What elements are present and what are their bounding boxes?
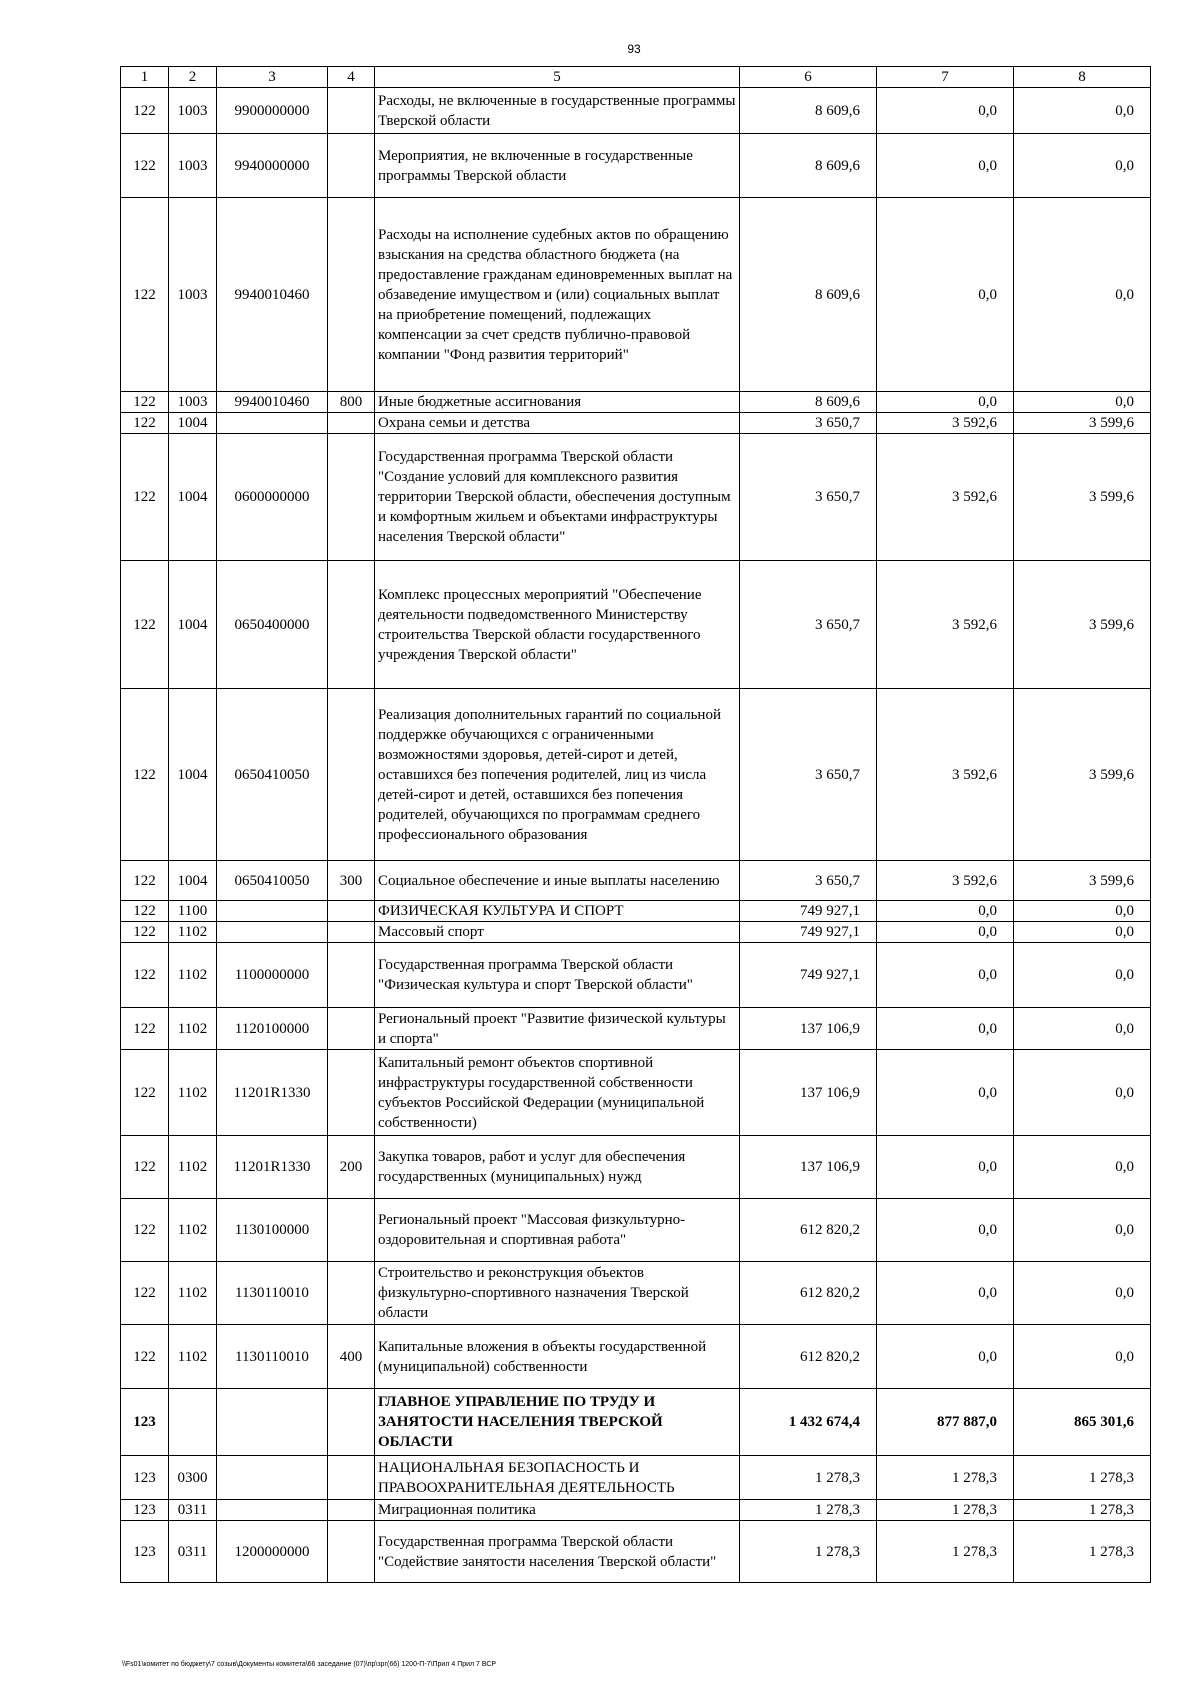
cell-ministry-code: 122	[121, 901, 169, 922]
cell-amount-col6: 8 609,6	[740, 134, 877, 198]
cell-description: Государственная программа Тверской области "Содействие занятости населения Тверской области"	[375, 1521, 740, 1583]
cell-amount-col6: 137 106,9	[740, 1136, 877, 1199]
table-row	[121, 1262, 1151, 1325]
cell-ministry-code: 122	[121, 1008, 169, 1050]
cell-amount-col6: 3 650,7	[740, 561, 877, 689]
cell-expense-type	[328, 198, 375, 392]
cell-ministry-code: 122	[121, 1199, 169, 1262]
budget-table	[120, 66, 1151, 1583]
cell-target-code: 11201R1330	[217, 1136, 328, 1199]
cell-ministry-code: 123	[121, 1456, 169, 1500]
cell-section-code: 1003	[169, 392, 217, 413]
cell-expense-type	[328, 1008, 375, 1050]
cell-section-code: 0300	[169, 1456, 217, 1500]
table-row	[121, 1199, 1151, 1262]
cell-ministry-code: 122	[121, 1325, 169, 1389]
cell-expense-type	[328, 134, 375, 198]
cell-expense-type	[328, 1262, 375, 1325]
cell-expense-type: 300	[328, 861, 375, 901]
cell-expense-type	[328, 434, 375, 561]
cell-ministry-code: 122	[121, 434, 169, 561]
cell-amount-col6: 137 106,9	[740, 1050, 877, 1136]
cell-description: ФИЗИЧЕСКАЯ КУЛЬТУРА И СПОРТ	[375, 901, 740, 922]
cell-amount-col8: 865 301,6	[1014, 1389, 1151, 1456]
cell-section-code: 1003	[169, 134, 217, 198]
cell-target-code: 9940010460	[217, 392, 328, 413]
cell-amount-col7: 877 887,0	[877, 1389, 1014, 1456]
table-row	[121, 1325, 1151, 1389]
cell-amount-col6: 1 278,3	[740, 1521, 877, 1583]
cell-target-code	[217, 901, 328, 922]
cell-description: Миграционная политика	[375, 1500, 740, 1521]
cell-expense-type	[328, 943, 375, 1008]
cell-description: Государственная программа Тверской области "Физическая культура и спорт Тверской области"	[375, 943, 740, 1008]
table-row	[121, 392, 1151, 413]
cell-section-code: 1003	[169, 88, 217, 134]
table-row	[121, 434, 1151, 561]
cell-amount-col8: 0,0	[1014, 1325, 1151, 1389]
cell-section-code: 1102	[169, 1136, 217, 1199]
cell-section-code: 1102	[169, 1050, 217, 1136]
cell-amount-col7: 0,0	[877, 1136, 1014, 1199]
cell-amount-col7: 3 592,6	[877, 413, 1014, 434]
cell-amount-col8: 0,0	[1014, 88, 1151, 134]
cell-amount-col8: 3 599,6	[1014, 861, 1151, 901]
cell-ministry-code: 123	[121, 1521, 169, 1583]
cell-amount-col7: 0,0	[877, 1199, 1014, 1262]
cell-ministry-code: 122	[121, 134, 169, 198]
cell-description: Региональный проект "Массовая физкультурно-оздоровительная и спортивная работа"	[375, 1199, 740, 1262]
cell-amount-col8: 0,0	[1014, 1262, 1151, 1325]
cell-target-code	[217, 922, 328, 943]
cell-amount-col7: 0,0	[877, 1008, 1014, 1050]
cell-description: НАЦИОНАЛЬНАЯ БЕЗОПАСНОСТЬ И ПРАВООХРАНИТЕЛЬНАЯ ДЕЯТЕЛЬНОСТЬ	[375, 1456, 740, 1500]
cell-description: Капитальные вложения в объекты государственной (муниципальной) собственности	[375, 1325, 740, 1389]
cell-ministry-code: 122	[121, 1136, 169, 1199]
cell-amount-col8: 0,0	[1014, 943, 1151, 1008]
cell-description: Расходы, не включенные в государственные программы Тверской области	[375, 88, 740, 134]
cell-description: ГЛАВНОЕ УПРАВЛЕНИЕ ПО ТРУДУ И ЗАНЯТОСТИ НАСЕЛЕНИЯ ТВЕРСКОЙ ОБЛАСТИ	[375, 1389, 740, 1456]
table-body	[121, 88, 1151, 1583]
cell-ministry-code: 122	[121, 198, 169, 392]
cell-section-code: 1102	[169, 922, 217, 943]
cell-expense-type	[328, 901, 375, 922]
cell-target-code	[217, 413, 328, 434]
column-header-2: 2	[169, 67, 217, 88]
cell-ministry-code: 123	[121, 1389, 169, 1456]
cell-expense-type	[328, 922, 375, 943]
column-header-4: 4	[328, 67, 375, 88]
cell-amount-col7: 0,0	[877, 134, 1014, 198]
cell-amount-col8: 1 278,3	[1014, 1456, 1151, 1500]
cell-amount-col6: 3 650,7	[740, 434, 877, 561]
cell-description: Строительство и реконструкция объектов физкультурно-спортивного назначения Тверской области	[375, 1262, 740, 1325]
table-row	[121, 943, 1151, 1008]
cell-amount-col7: 0,0	[877, 88, 1014, 134]
cell-amount-col7: 3 592,6	[877, 434, 1014, 561]
cell-ministry-code: 122	[121, 392, 169, 413]
cell-amount-col8: 1 278,3	[1014, 1500, 1151, 1521]
cell-amount-col8: 0,0	[1014, 1008, 1151, 1050]
cell-target-code: 11201R1330	[217, 1050, 328, 1136]
cell-amount-col6: 612 820,2	[740, 1262, 877, 1325]
cell-amount-col6: 3 650,7	[740, 413, 877, 434]
cell-target-code: 9940000000	[217, 134, 328, 198]
cell-description: Комплекс процессных мероприятий "Обеспечение деятельности подведомственного Министерству строительства Тверской области государственного учреждения Тверской области"	[375, 561, 740, 689]
column-header-8: 8	[1014, 67, 1151, 88]
cell-amount-col7: 0,0	[877, 901, 1014, 922]
page-number: 93	[627, 42, 641, 56]
cell-target-code: 0650400000	[217, 561, 328, 689]
cell-amount-col7: 0,0	[877, 198, 1014, 392]
cell-amount-col8: 3 599,6	[1014, 434, 1151, 561]
cell-expense-type	[328, 1389, 375, 1456]
cell-ministry-code: 122	[121, 1050, 169, 1136]
cell-expense-type	[328, 561, 375, 689]
cell-description: Массовый спорт	[375, 922, 740, 943]
table-row	[121, 1389, 1151, 1456]
cell-ministry-code: 122	[121, 922, 169, 943]
cell-amount-col6: 3 650,7	[740, 861, 877, 901]
cell-target-code	[217, 1456, 328, 1500]
cell-expense-type	[328, 413, 375, 434]
cell-amount-col8: 0,0	[1014, 134, 1151, 198]
cell-section-code: 1102	[169, 1262, 217, 1325]
cell-amount-col8: 1 278,3	[1014, 1521, 1151, 1583]
cell-amount-col6: 8 609,6	[740, 198, 877, 392]
cell-amount-col7: 0,0	[877, 1325, 1014, 1389]
cell-section-code: 1102	[169, 1008, 217, 1050]
cell-amount-col7: 1 278,3	[877, 1521, 1014, 1583]
cell-description: Реализация дополнительных гарантий по социальной поддержке обучающихся с ограниченными возможностями здоровья, детей-сирот и детей, оставшихся без попечения родителей, лиц из числа детей-сирот и детей, оставшихся без попечения родителей, обучающихся по программам среднего профессионального образования	[375, 689, 740, 861]
cell-target-code: 1120100000	[217, 1008, 328, 1050]
cell-description: Региональный проект "Развитие физической культуры и спорта"	[375, 1008, 740, 1050]
cell-amount-col8: 0,0	[1014, 901, 1151, 922]
cell-expense-type	[328, 1500, 375, 1521]
cell-expense-type	[328, 689, 375, 861]
cell-amount-col8: 0,0	[1014, 1136, 1151, 1199]
cell-amount-col6: 749 927,1	[740, 901, 877, 922]
cell-amount-col8: 0,0	[1014, 1199, 1151, 1262]
cell-section-code: 1100	[169, 901, 217, 922]
table-row	[121, 134, 1151, 198]
cell-section-code: 1102	[169, 1325, 217, 1389]
cell-amount-col8: 3 599,6	[1014, 561, 1151, 689]
footer-file-path: \\Fs01\комитет по бюджету\7 созыв\Документы комитета\66 заседание (07)\пр\зрг(66) 1200-П-7\Прил 4 Прил 7 ВСР	[122, 1661, 497, 1668]
cell-amount-col7: 3 592,6	[877, 561, 1014, 689]
cell-amount-col6: 8 609,6	[740, 88, 877, 134]
cell-description: Социальное обеспечение и иные выплаты населению	[375, 861, 740, 901]
table-row	[121, 198, 1151, 392]
cell-amount-col6: 749 927,1	[740, 922, 877, 943]
cell-amount-col6: 1 278,3	[740, 1500, 877, 1521]
cell-target-code: 9900000000	[217, 88, 328, 134]
cell-ministry-code: 122	[121, 1262, 169, 1325]
table-row	[121, 1521, 1151, 1583]
cell-description: Охрана семьи и детства	[375, 413, 740, 434]
cell-section-code: 0311	[169, 1500, 217, 1521]
table-row	[121, 413, 1151, 434]
cell-target-code: 0650410050	[217, 689, 328, 861]
cell-section-code: 1102	[169, 1199, 217, 1262]
cell-section-code: 1004	[169, 413, 217, 434]
column-header-1: 1	[121, 67, 169, 88]
cell-section-code: 0311	[169, 1521, 217, 1583]
cell-amount-col7: 0,0	[877, 392, 1014, 413]
cell-amount-col7: 0,0	[877, 1050, 1014, 1136]
cell-amount-col6: 137 106,9	[740, 1008, 877, 1050]
cell-amount-col6: 749 927,1	[740, 943, 877, 1008]
cell-amount-col6: 8 609,6	[740, 392, 877, 413]
cell-description: Расходы на исполнение судебных актов по обращению взыскания на средства областного бюджета (на предоставление гражданам единовременных выплат на обзаведение имуществом и (или) социальных выплат на приобретение помещений, подлежащих компенсации за счет средств публично-правовой компании "Фонд развития территорий"	[375, 198, 740, 392]
table-row	[121, 1136, 1151, 1199]
cell-target-code	[217, 1389, 328, 1456]
cell-expense-type: 400	[328, 1325, 375, 1389]
table-row	[121, 922, 1151, 943]
cell-ministry-code: 122	[121, 413, 169, 434]
cell-ministry-code: 123	[121, 1500, 169, 1521]
cell-target-code: 1130110010	[217, 1325, 328, 1389]
table-row	[121, 1050, 1151, 1136]
cell-section-code: 1102	[169, 943, 217, 1008]
cell-expense-type	[328, 1521, 375, 1583]
cell-amount-col8: 3 599,6	[1014, 689, 1151, 861]
cell-amount-col7: 0,0	[877, 922, 1014, 943]
cell-expense-type: 800	[328, 392, 375, 413]
cell-expense-type	[328, 1199, 375, 1262]
cell-ministry-code: 122	[121, 88, 169, 134]
table-row	[121, 901, 1151, 922]
cell-target-code	[217, 1500, 328, 1521]
table-header-row	[121, 67, 1151, 88]
cell-expense-type: 200	[328, 1136, 375, 1199]
cell-target-code: 1200000000	[217, 1521, 328, 1583]
cell-section-code: 1004	[169, 689, 217, 861]
cell-description: Иные бюджетные ассигнования	[375, 392, 740, 413]
cell-section-code: 1003	[169, 198, 217, 392]
cell-description: Закупка товаров, работ и услуг для обеспечения государственных (муниципальных) нужд	[375, 1136, 740, 1199]
cell-target-code: 1130100000	[217, 1199, 328, 1262]
cell-amount-col7: 3 592,6	[877, 861, 1014, 901]
cell-description: Мероприятия, не включенные в государственные программы Тверской области	[375, 134, 740, 198]
cell-target-code: 0600000000	[217, 434, 328, 561]
cell-expense-type	[328, 1050, 375, 1136]
cell-amount-col6: 3 650,7	[740, 689, 877, 861]
cell-target-code: 0650410050	[217, 861, 328, 901]
cell-amount-col6: 612 820,2	[740, 1199, 877, 1262]
cell-amount-col8: 0,0	[1014, 392, 1151, 413]
cell-section-code: 1004	[169, 434, 217, 561]
table-row	[121, 88, 1151, 134]
cell-amount-col8: 0,0	[1014, 922, 1151, 943]
column-header-6: 6	[740, 67, 877, 88]
cell-amount-col8: 0,0	[1014, 198, 1151, 392]
column-header-3: 3	[217, 67, 328, 88]
cell-amount-col6: 1 278,3	[740, 1456, 877, 1500]
cell-description: Капитальный ремонт объектов спортивной инфраструктуры государственной собственности субъектов Российской Федерации (муниципальной собственности)	[375, 1050, 740, 1136]
cell-section-code: 1004	[169, 561, 217, 689]
cell-expense-type	[328, 1456, 375, 1500]
cell-section-code: 1004	[169, 861, 217, 901]
cell-section-code	[169, 1389, 217, 1456]
cell-description: Государственная программа Тверской области "Создание условий для комплексного развития территории Тверской области, обеспечения доступным и комфортным жильем и объектами инфраструктуры населения Тверской области"	[375, 434, 740, 561]
cell-amount-col8: 0,0	[1014, 1050, 1151, 1136]
cell-amount-col6: 612 820,2	[740, 1325, 877, 1389]
cell-amount-col7: 1 278,3	[877, 1500, 1014, 1521]
cell-ministry-code: 122	[121, 861, 169, 901]
cell-amount-col6: 1 432 674,4	[740, 1389, 877, 1456]
cell-expense-type	[328, 88, 375, 134]
column-header-5: 5	[375, 67, 740, 88]
cell-target-code: 9940010460	[217, 198, 328, 392]
cell-ministry-code: 122	[121, 689, 169, 861]
table-row	[121, 1500, 1151, 1521]
table-row	[121, 689, 1151, 861]
table-row	[121, 861, 1151, 901]
cell-target-code: 1130110010	[217, 1262, 328, 1325]
cell-ministry-code: 122	[121, 561, 169, 689]
table-row	[121, 561, 1151, 689]
cell-target-code: 1100000000	[217, 943, 328, 1008]
cell-amount-col7: 0,0	[877, 943, 1014, 1008]
cell-amount-col7: 3 592,6	[877, 689, 1014, 861]
cell-ministry-code: 122	[121, 943, 169, 1008]
table-row	[121, 1456, 1151, 1500]
cell-amount-col8: 3 599,6	[1014, 413, 1151, 434]
cell-amount-col7: 0,0	[877, 1262, 1014, 1325]
column-header-7: 7	[877, 67, 1014, 88]
table-row	[121, 1008, 1151, 1050]
cell-amount-col7: 1 278,3	[877, 1456, 1014, 1500]
